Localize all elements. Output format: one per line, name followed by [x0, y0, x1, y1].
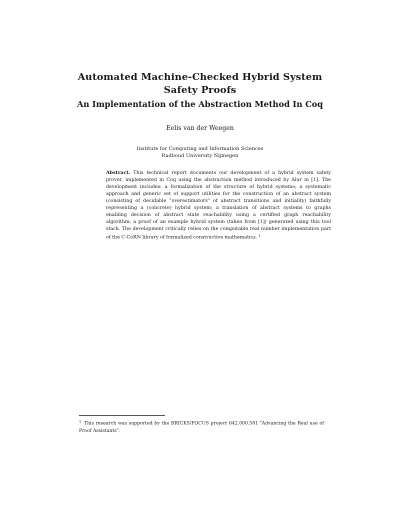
paper-title: Automated Machine-Checked Hybrid System Safety Proofs [77, 72, 323, 96]
footnote-text: This research was supported by the BRICKS/FOCUS project 642.000.501 “Advancing the Real use of Proof Assistants”. [79, 421, 324, 434]
author-affiliation [90, 146, 310, 160]
abstract [106, 170, 331, 242]
author-name: Eelis van der Weegen [166, 125, 234, 132]
affiliation-institute: Institute for Computing and Information Sciences [136, 146, 264, 152]
abstract-body: This technical report documents our development of a hybrid system safety prover, implemented in Coq using the abstraction method introduced by Alur in [1]. The development includes: a formalization of the structure of hybrid systems; a systematic approach and generic set of support utilities for the construction of an abstract system (consisting of decidable "overestimators" of abstract transitions and initiality) faithfully representing a (concrete) hybrid system; a translation of abstract systems to graphs enabling decision of abstract state reachability using a certified graph reachability algorithm; a proof of an example hybrid system (taken from [1]) generated using this tool stack. The development critically relies on the computable real number implementation part of the C-CoRN library of formalized constructive mathematics. [106, 171, 331, 242]
abstract-label: Abstract. [106, 171, 131, 176]
footnote-mark: 1 [79, 420, 82, 424]
footnote [79, 419, 324, 435]
footnote-divider [79, 415, 165, 416]
footnote-reference: 1 [258, 234, 261, 239]
paper-subtitle: An Implementation of the Abstraction Method In Coq [77, 99, 323, 109]
affiliation-university: Radboud University Nijmegen [161, 153, 239, 159]
